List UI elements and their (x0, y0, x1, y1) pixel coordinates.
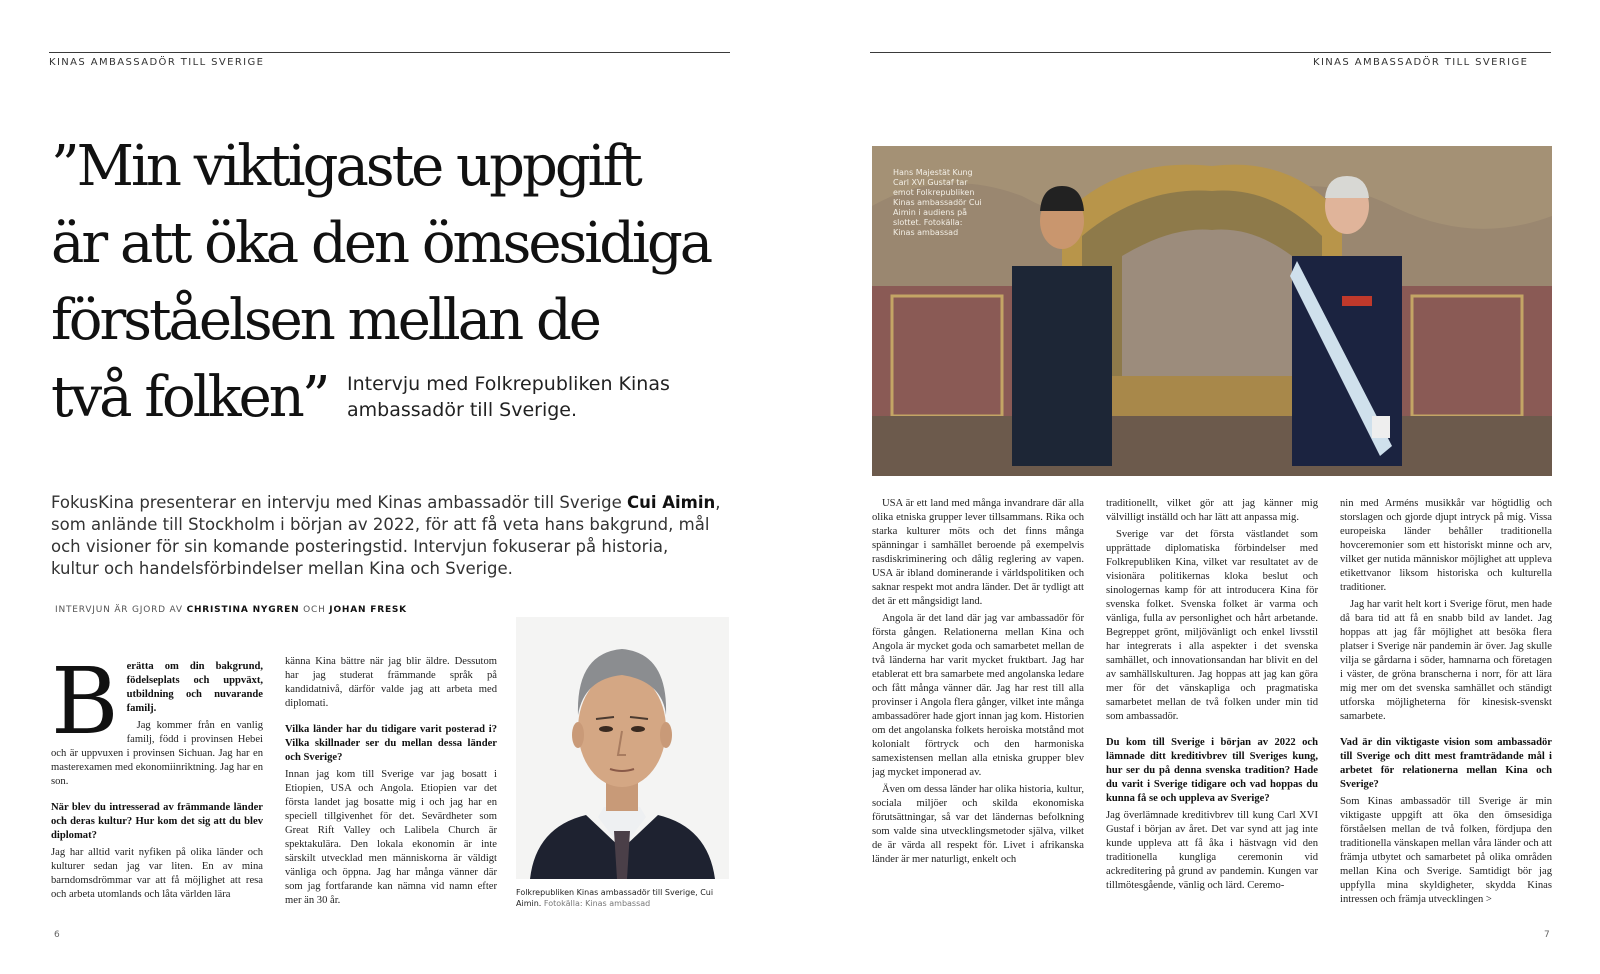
lede-after: , som anlände till Stockholm i början av 2022, för att få veta hans bakgrund, mål och visioner för sin komande posteringstid. Intervjun fokuserar på historia, kultur och handelsförbindelser mellan Kina och Sverige. (51, 493, 721, 578)
lede-before: FokusKina presenterar en intervju med Kinas ambassadör till Sverige (51, 493, 627, 512)
drop-cap: B (51, 660, 119, 755)
portrait-caption-credit: Fotokälla: Kinas ambassad (541, 899, 651, 908)
portrait-caption-text: Folkrepubliken Kinas ambassadör till Sverige, Cui Aimin. (516, 888, 714, 908)
column-2 (285, 655, 497, 910)
byline-author-1: CHRISTINA NYGREN (186, 605, 300, 615)
question: Vad är din viktigaste vision som ambassadör till Sverige och ditt mest framträdande mål i arbetet för relationerna mellan Kina och Sverige? (1340, 737, 1552, 790)
lede (51, 492, 721, 580)
byline-author-2: JOHAN FRESK (329, 605, 407, 615)
headline-line-1: ”Min viktigaste uppgift (51, 134, 640, 199)
question: Vilka länder har du tidigare varit posterad i? Vilka skillnader ser du mellan dessa länder och Sverige? (285, 724, 497, 763)
running-head-right: KINAS AMBASSADÖR TILL SVERIGE (1313, 57, 1529, 68)
running-head-left: KINAS AMBASSADÖR TILL SVERIGE (49, 57, 265, 68)
paragraph: USA är ett land med många invandrare där alla olika etniska grupper lever tillsammans. Rika och starka kulturer möts och det finns många spänningar i samhället beroende på exempelvis rasdiskriminering och dålig reglering av vapen. USA är ibland dominerande i världspolitiken och saknar respekt mot andra länder. Det är tydligt att det är ett mångsidigt land. (872, 498, 1084, 607)
column-1 (51, 660, 263, 910)
column-4 (1106, 497, 1318, 912)
paragraph: Jag har alltid varit nyfiken på olika länder och kulturer sedan jag var liten. En av mina barndomsdrömmar var att få möjlighet att resa och arbeta utomlands och låta världen lära (51, 847, 263, 900)
column-3 (872, 497, 1084, 912)
paragraph: Sverige var det första västlandet som upprättade diplomatiska förbindelser med Folkrepubliken Kina, vilket var resultatet av de visionära politikernas kloka beslut och sinologernas kamp för att introducera Kina för svenska folket. Svenska folket är varma och vänliga, fulla av personlighet och hårt arbetande. Begreppet grönt, miljövänligt och enkel livsstil har integrerats i alla aspekter i det svenska samhället, och innovationsandan har blivit en del av samhällskulturen. Jag hoppas att jag kan göra mer för det vänskapliga och pragmatiska samarbetet mellan de två folken under min tid som ambassadör. (1106, 529, 1318, 722)
paragraph: nin med Arméns musikkår var högtidlig och storslagen och gjorde djupt intryck på mig. Vissa europeiska länder behåller traditionella hovceremonier som ett historiskt minne och arv, vilket ger nutida människor möjlighet att uppleva etikettvanor liksom historiska och kulturella traditioner. (1340, 498, 1552, 593)
paragraph: känna Kina bättre när jag blir äldre. Dessutom har jag studerat främmande språk på kandidatnivå, därför valde jag att arbeta med diplomati. (285, 656, 497, 709)
paragraph: Innan jag kom till Sverige var jag bosatt i Etiopien, USA och Angola. Etiopien var det första landet jag bosatte mig i och jag har en speciell tillgivenhet för det. Sevärdheter som Great Rift Valley och Lalibela Church är spektakulära. Den lokala ekonomin är inte särskilt utvecklad men människorna är väldigt vänliga och öppna. Jag har många vänner där som jag fortfarande kan nämna vid namn efter mer än 30 år. (285, 769, 497, 906)
headline-line-4: två folken” (51, 365, 328, 430)
headline-line-3: förståelsen mellan de (51, 288, 599, 353)
top-rule-left (49, 52, 730, 53)
paragraph: Angola är det land där jag var ambassadör för första gången. Relationerna mellan Kina och Angola är mycket goda och samarbetet mellan de två länderna har varit mycket fruktbart. Jag har etablerat ett bra samarbete med angolanska ledare och fått många vänner där. Jag har rest till alla provinser i Angola flera gånger, vilket inte många ambassadörer hade gjort innan jag kom. Historien om det angolanska folkets heroiska motstånd mot kolonialt förtryck och den harmoniska samexistensen mellan alla etniska grupper blev jag mycket imponerad av. (872, 613, 1084, 778)
byline (55, 605, 407, 615)
paragraph: Jag har varit helt kort i Sverige förut, men hade då bara tid att få en snabb bild av landet. Jag hoppas att jag får möjlighet att besöka flera platser i Sverige när pandemin är över. Jag skulle vilja se gårdarna i söder, hamnarna och företagen i väster, de gröna branscherna i norr, för att lära mig mer om det svenska samhället och ständigt utforska möjligheterna för kinesisk-svenskt samarbete. (1340, 599, 1552, 722)
top-rule-right (870, 52, 1551, 53)
question: När blev du intresserad av främmande länder och deras kultur? Hur kom det sig att du blev diplomat? (51, 802, 263, 841)
portrait-caption (516, 887, 726, 909)
page-number-right: 7 (1544, 930, 1550, 940)
column-5 (1340, 497, 1552, 912)
page-number-left: 6 (54, 930, 60, 940)
deck: Intervju med Folkrepubliken Kinas ambassadör till Sverige. (347, 373, 670, 421)
paragraph: Jag kommer från en vanlig familj, född i provinsen Hebei och är uppvuxen i provinsen Sichuan. Jag har en masterexamen med ekonomiinriktning. Jag har en son. (51, 720, 263, 787)
byline-joiner: OCH (299, 605, 330, 615)
question: Du kom till Sverige i början av 2022 och lämnade ditt kreditivbrev till Sveriges kung, hur ser du på denna svenska tradition? Hade du varit i Sverige tidigare och vad hoppas du kunna få se och uppleva av Sverige? (1106, 737, 1318, 804)
byline-prefix: INTERVJUN ÄR GJORD AV (55, 605, 187, 615)
photo-caption: Hans Majestät Kung Carl XVI Gustaf tar emot Folkrepubliken Kinas ambassadör Cui Aimin i audiens på slottet. Fotokälla: Kinas ambassad (893, 168, 982, 237)
ambassador-portrait (516, 617, 729, 879)
headline-line-2: är att öka den ömsesidiga (51, 211, 711, 276)
paragraph: Som Kinas ambassadör till Sverige är min viktigaste uppgift att öka den ömsesidiga förståelsen mellan de två folken, fördjupa den traditionella vänskapen mellan våra länder och att främja utbytet och samarbetet på olika områden mellan Kina och Sverige. Samtidigt bör jag uppfylla mina skyldigheter, skydda Kinas intressen och främja utvecklingen > (1340, 796, 1552, 905)
paragraph: Även om dessa länder har olika historia, kultur, sociala miljöer och skilda ekonomiska förutsättningar, så var det ländernas befolkning som valde sina utvecklingsmetoder själva, vilket de är värda all respekt för. Livet i afrikanska länder är mer naturligt, enkelt och (872, 784, 1084, 865)
paragraph: traditionellt, vilket gör att jag känner mig välvilligt inställd och har lätt att anpassa mig. (1106, 498, 1318, 523)
lead-question: erätta om din bakgrund, födelseplats och uppväxt, utbildning och nuvarande familj. (126, 661, 263, 714)
paragraph: Jag överlämnade kreditivbrev till kung Carl XVI Gustaf i början av året. Det var synd att jag inte kunde uppleva att få åka i hästvagn vid den traditionella kungliga ceremonin vid ackreditering på grund av pandemin. Kungen var tillmötesgående, vänlig och lärd. Ceremo- (1106, 810, 1318, 891)
lede-name: Cui Aimin (627, 493, 716, 512)
